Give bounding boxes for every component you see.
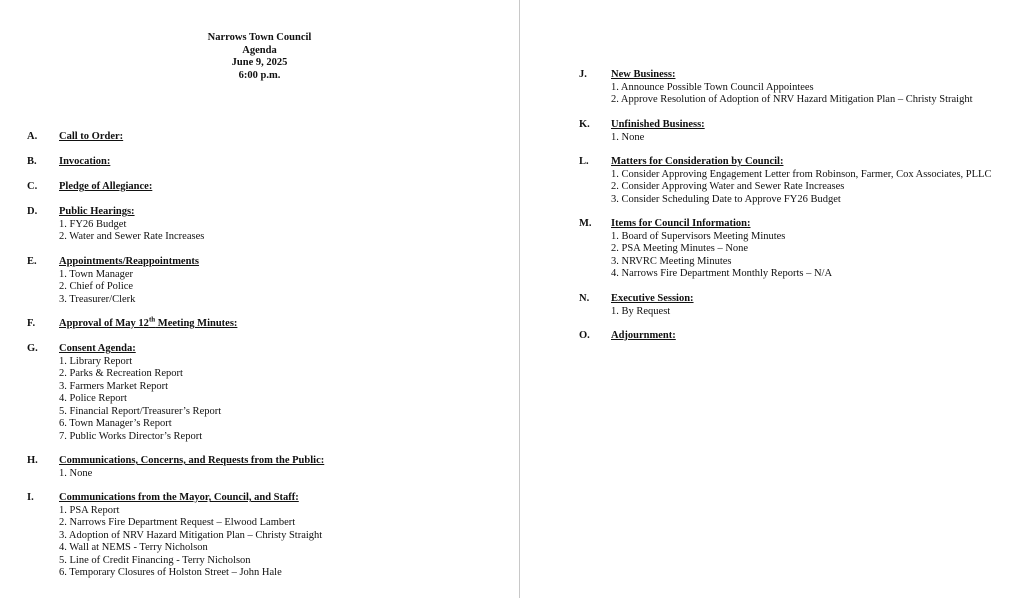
list-item: 2. Parks & Recreation Report	[59, 368, 183, 379]
section-letter: N.	[579, 293, 590, 304]
list-item: 1. None	[59, 467, 93, 479]
list-item: 1. PSA Report	[59, 504, 120, 516]
section-title: Invocation:	[59, 156, 111, 167]
list-item: 3. NRVRC Meeting Minutes	[611, 255, 732, 267]
section-letter: H.	[27, 455, 38, 466]
list-item: 4. Police Report	[59, 393, 127, 404]
list-item: 7. Public Works Director’s Report	[59, 430, 203, 442]
list-item: 3. Consider Scheduling Date to Approve FY26 Budget	[611, 193, 841, 205]
section-title: New Business:	[611, 69, 676, 80]
section-title: Consent Agenda:	[59, 343, 136, 354]
list-item: 1. Board of Supervisors Meeting Minutes	[611, 230, 786, 242]
list-item: 4. Narrows Fire Department Monthly Reports – N/A	[611, 268, 833, 279]
list-item: 1. Consider Approving Engagement Letter from Robinson, Farmer, Cox Associates, PLLC	[611, 168, 992, 180]
section-title: Approval of May 12th Meeting Minutes:	[59, 315, 238, 329]
list-item: 2. PSA Meeting Minutes – None	[611, 243, 749, 254]
list-item: 2. Chief of Police	[59, 281, 134, 292]
section-title: Executive Session:	[611, 293, 694, 304]
section-letter: O.	[579, 330, 590, 341]
list-item: 1. Announce Possible Town Council Appointees	[611, 81, 814, 93]
list-item: 6. Temporary Closures of Holston Street – John Hale	[59, 567, 282, 578]
section-letter: L.	[579, 156, 589, 167]
section-letter: I.	[27, 492, 34, 503]
section-title: Items for Council Information:	[611, 218, 751, 229]
agenda-header	[0, 32, 519, 82]
section-letter: K.	[579, 119, 590, 130]
section-letter: J.	[579, 69, 587, 80]
list-item: 1. By Request	[611, 305, 671, 317]
agenda-label: Agenda	[242, 44, 277, 56]
list-item: 4. Wall at NEMS - Terry Nicholson	[59, 542, 208, 553]
list-item: 1. Library Report	[59, 355, 133, 367]
section-title: Unfinished Business:	[611, 119, 705, 130]
meeting-time: 6:00 p.m.	[238, 69, 281, 81]
section-letter: A.	[27, 131, 38, 142]
list-item: 1. Town Manager	[59, 268, 134, 280]
section-title: Call to Order:	[59, 131, 124, 142]
section-letter: M.	[579, 218, 592, 229]
section-title: Adjournment:	[611, 330, 676, 341]
section-letter: D.	[27, 206, 38, 217]
section-title: Matters for Consideration by Council:	[611, 156, 784, 167]
council-name: Narrows Town Council	[207, 32, 312, 43]
list-item: 3. Farmers Market Report	[59, 380, 169, 392]
list-item: 3. Treasurer/Clerk	[59, 293, 136, 305]
list-item: 3. Adoption of NRV Hazard Mitigation Plan – Christy Straight	[59, 529, 323, 541]
section-letter: F.	[27, 318, 36, 329]
list-item: 6. Town Manager’s Report	[59, 418, 172, 429]
list-item: 5. Line of Credit Financing - Terry Nicholson	[59, 554, 251, 566]
section-title: Public Hearings:	[59, 206, 135, 217]
list-item: 5. Financial Report/Treasurer’s Report	[59, 405, 222, 417]
list-item: 1. FY26 Budget	[59, 218, 127, 230]
section-title: Pledge of Allegiance:	[59, 181, 153, 192]
section-title: Communications from the Mayor, Council, and Staff:	[59, 492, 299, 503]
page-divider	[519, 0, 520, 598]
section-letter: G.	[27, 343, 38, 354]
section-title: Communications, Concerns, and Requests from the Public:	[59, 455, 325, 466]
list-item: 2. Narrows Fire Department Request – Elwood Lambert	[59, 517, 296, 528]
section-letter: B.	[27, 156, 37, 167]
section-letter: C.	[27, 181, 38, 192]
list-item: 1. None	[611, 131, 645, 143]
meeting-date: June 9, 2025	[231, 57, 288, 68]
list-item: 2. Consider Approving Water and Sewer Rate Increases	[611, 181, 845, 192]
list-item: 2. Approve Resolution of Adoption of NRV Hazard Mitigation Plan – Christy Straight	[611, 94, 973, 105]
section-title: Appointments/Reappointments	[59, 256, 200, 267]
list-item: 2. Water and Sewer Rate Increases	[59, 231, 205, 242]
section-letter: E.	[27, 256, 37, 267]
